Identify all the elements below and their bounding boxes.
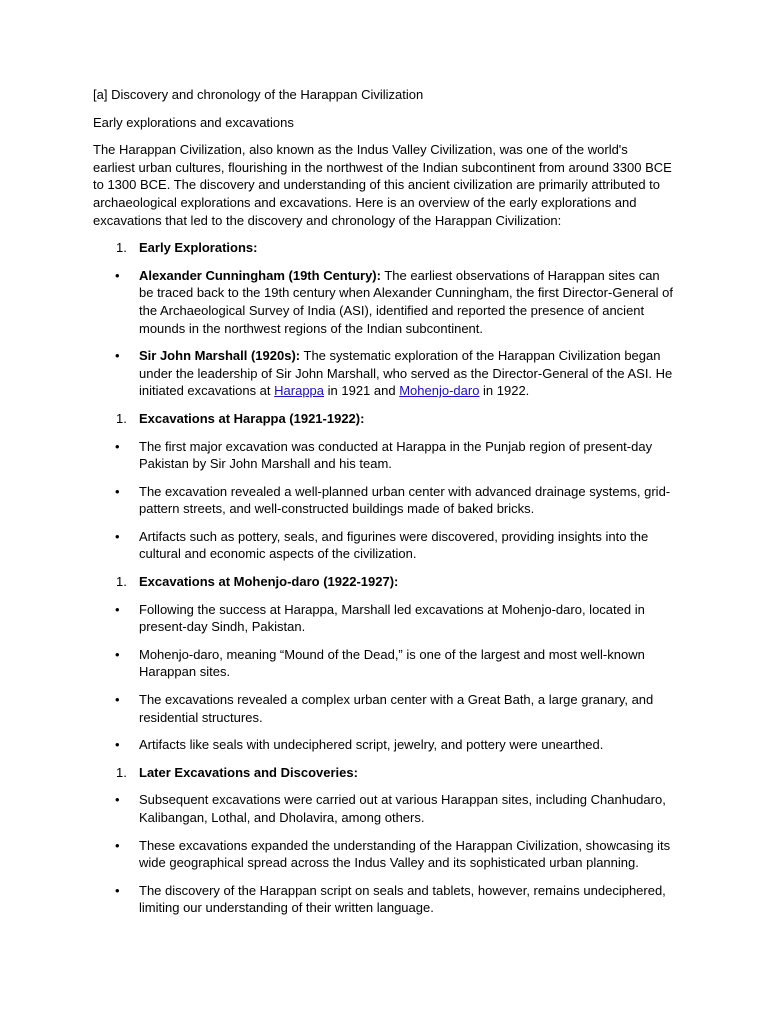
bullet-item	[93, 646, 673, 681]
bullet-text: The excavations revealed a complex urban center with a Great Bath, a large granary, and residential structures.	[139, 692, 654, 725]
numbered-item-title: Later Excavations and Discoveries:	[139, 764, 358, 780]
bullet-marker: •	[115, 267, 120, 283]
list-number: 1.	[116, 240, 127, 256]
bullet-marker: •	[115, 601, 120, 617]
numbered-item-title: Early Explorations:	[139, 240, 258, 256]
bullet-item	[93, 601, 673, 636]
numbered-item-title: Excavations at Harappa (1921-1922):	[139, 410, 365, 426]
bullet-marker: •	[115, 528, 120, 544]
numbered-item-mohenjo-daro	[93, 573, 673, 591]
bullet-text: in 1922.	[479, 383, 530, 399]
bullet-marker: •	[115, 792, 120, 808]
bullet-text: in 1921 and	[324, 383, 400, 399]
harappa-link[interactable]: Harappa	[274, 383, 325, 399]
mohenjo-daro-link[interactable]: Mohenjo-daro	[399, 383, 480, 399]
subheading: Early explorations and excavations	[93, 114, 294, 130]
bullet-text: The earliest observations of Harappan sites can be traced back to the 19th century when Alexander Cunningham, the first Director-General of the Archaeological Survey of India (ASI), identified and reported the presence of ancient mounds in the northwest regions of the Indian subcontinent.	[139, 267, 674, 336]
bullet-text: These excavations expanded the understanding of the Harappan Civilization, showcasing its wide geographical spread across the Indus Valley and its sophisticated urban planning.	[139, 837, 671, 871]
section-heading: [a] Discovery and chronology of the Harappan Civilization	[93, 87, 424, 102]
bullet-marker: •	[115, 837, 120, 853]
intro-paragraph: The Harappan Civilization, also known as the Indus Valley Civilization, was one of the world's earliest urban cultures, flourishing in the northwest of the Indian subcontinent from around 3300 BCE to 1300 BCE. The discovery and understanding of this ancient civilization are primarily attributed to archaeological explorations and excavations. Here is an overview of the early explorations and excavations that led to the discovery and chronology of the Harappan Civilization:	[93, 142, 672, 228]
bullet-item	[93, 882, 673, 917]
bullet-item	[93, 528, 673, 563]
bullet-text: The excavation revealed a well-planned urban center with advanced drainage systems, grid-pattern streets, and well-constructed buildings made of baked bricks.	[139, 483, 671, 517]
bullet-marker: •	[115, 483, 120, 499]
bullet-text: Following the success at Harappa, Marshall led excavations at Mohenjo-daro, located in present-day Sindh, Pakistan.	[139, 601, 645, 635]
list-number: 1.	[116, 410, 127, 426]
bullet-item	[93, 347, 673, 400]
bullet-item	[93, 791, 673, 826]
bullet-marker: •	[115, 348, 120, 364]
bullet-text: Subsequent excavations were carried out at various Harappan sites, including Chanhudaro, Kalibangan, Lothal, and Dholavira, among others.	[139, 792, 666, 825]
bullet-bold-lead: Sir John Marshall (1920s):	[139, 348, 301, 364]
bullet-text: Mohenjo-daro, meaning “Mound of the Dead,” is one of the largest and most well-known Harappan sites.	[139, 646, 645, 680]
numbered-item-early-explorations	[93, 239, 673, 257]
bullet-marker: •	[115, 737, 120, 753]
bullet-item	[93, 837, 673, 872]
numbered-item-title: Excavations at Mohenjo-daro (1922-1927):	[139, 574, 399, 590]
document-body	[93, 86, 673, 927]
bullet-marker: •	[115, 692, 120, 708]
list-number: 1.	[116, 574, 127, 590]
bullet-item	[93, 267, 673, 337]
bullet-marker: •	[115, 646, 120, 662]
bullet-text: Artifacts like seals with undeciphered script, jewelry, and pottery were unearthed.	[139, 737, 604, 753]
bullet-item	[93, 438, 673, 473]
bullet-text: The first major excavation was conducted at Harappa in the Punjab region of present-day Pakistan by Sir John Marshall and his team.	[139, 438, 653, 472]
bullet-marker: •	[115, 438, 120, 454]
numbered-item-later-excavations	[93, 764, 673, 782]
bullet-bold-lead: Alexander Cunningham (19th Century):	[139, 267, 381, 283]
bullet-text: The discovery of the Harappan script on seals and tablets, however, remains undeciphered, limiting our understanding of their written language.	[139, 882, 666, 916]
bullet-item	[93, 691, 673, 726]
bullet-item	[93, 736, 673, 754]
bullet-item	[93, 483, 673, 518]
list-number: 1.	[116, 764, 127, 780]
bullet-text: Artifacts such as pottery, seals, and figurines were discovered, providing insights into the cultural and economic aspects of the civilization.	[139, 528, 649, 562]
bullet-text: The systematic exploration of the Harappan Civilization began under the leadership of Sir John Marshall, who served as the Director-General of the ASI. He initiated excavations at	[139, 348, 673, 399]
numbered-item-harappa	[93, 410, 673, 428]
bullet-marker: •	[115, 882, 120, 898]
